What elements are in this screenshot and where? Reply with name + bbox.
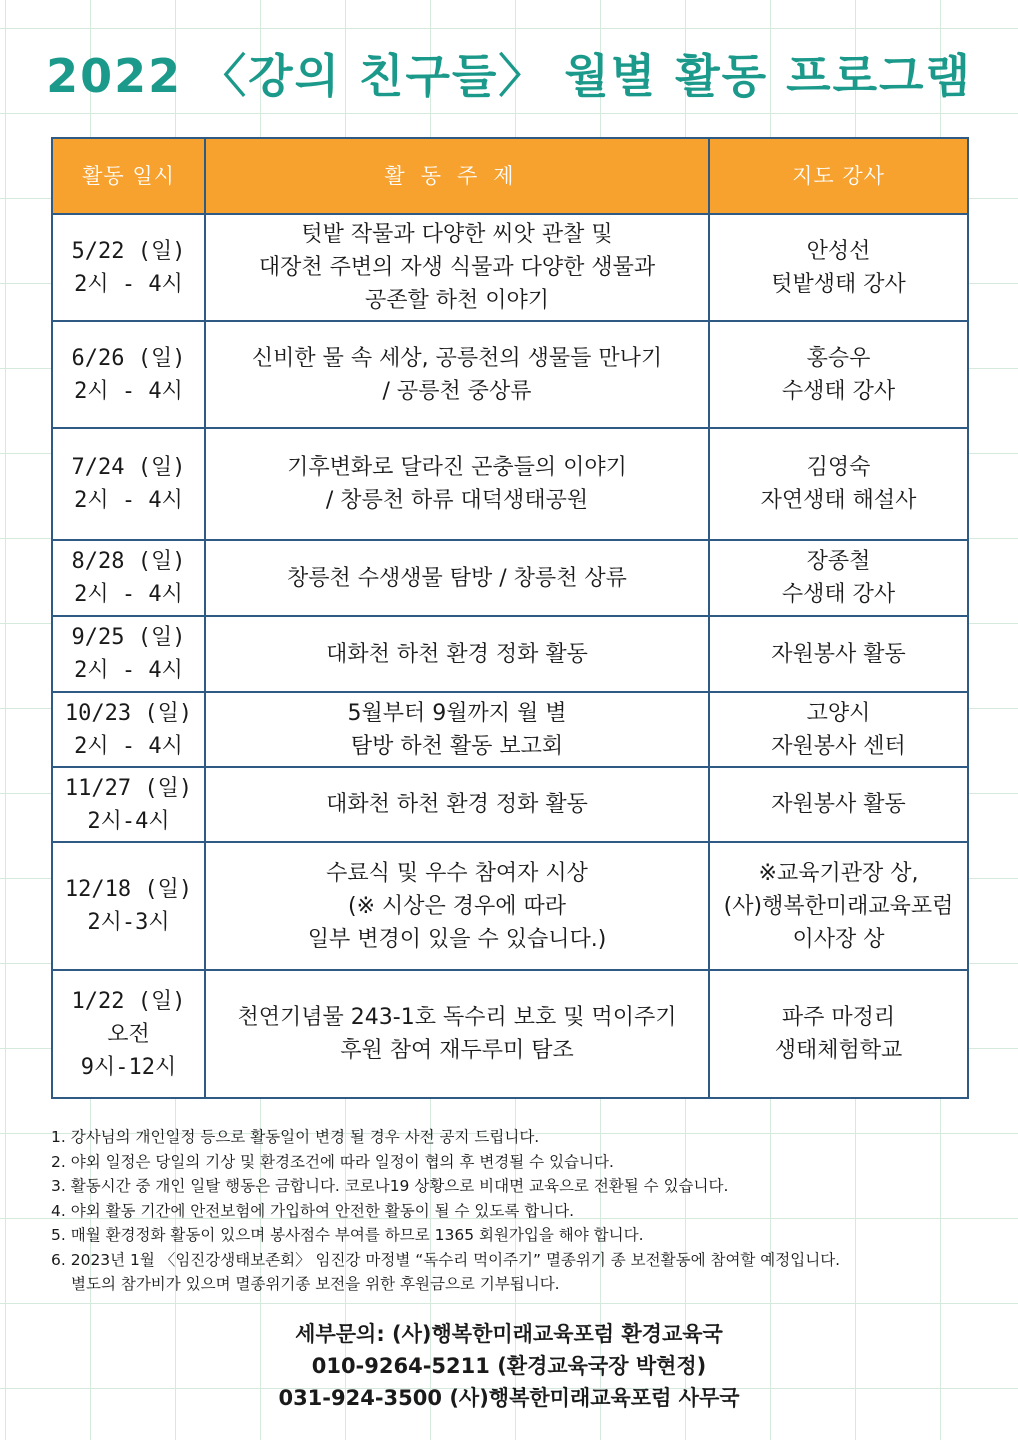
instructor-cell: 김영숙 자연생태 해설사 <box>709 428 968 540</box>
table-row <box>52 842 968 970</box>
table-row <box>52 428 968 540</box>
date-cell: 6/26 (일) 2시 - 4시 <box>52 321 205 428</box>
topic-cell: 신비한 물 속 세상, 공릉천의 생물들 만나기 / 공릉천 중상류 <box>205 321 709 428</box>
note-item: 4. 야외 활동 기간에 안전보험에 가입하여 안전한 활동이 될 수 있도록 합니다. <box>51 1201 575 1220</box>
header-topic: 활동주제 <box>205 138 709 214</box>
table-row <box>52 321 968 428</box>
instructor-cell: 자원봉사 활동 <box>709 767 968 842</box>
date-cell: 7/24 (일) 2시 - 4시 <box>52 428 205 540</box>
table-row <box>52 616 968 692</box>
table-row <box>52 214 968 321</box>
contact-line: 031-924-3500 (사)행복한미래교육포럼 사무국 <box>278 1386 740 1410</box>
note-item: 1. 강사님의 개인일정 등으로 활동일이 변경 될 경우 사전 공지 드립니다. <box>51 1128 540 1146</box>
contact-line: 세부문의: (사)행복한미래교육포럼 환경교육국 <box>295 1322 723 1346</box>
topic-cell: 텃밭 작물과 다양한 씨앗 관찰 및 대장천 주변의 자생 식물과 다양한 생물과 공존할 하천 이야기 <box>205 214 709 321</box>
table-row <box>52 692 968 767</box>
note-item: 3. 활동시간 중 개인 일탈 행동은 금합니다. 코로나19 상황으로 비대면 교육으로 전환될 수 있습니다. <box>51 1177 729 1195</box>
topic-cell: 천연기념물 243-1호 독수리 보호 및 먹이주기 후원 참여 재두루미 탐조 <box>205 970 709 1098</box>
topic-cell: 수료식 및 우수 참여자 시상 (※ 시상은 경우에 따라 일부 변경이 있을 수 있습니다.) <box>205 842 709 970</box>
contact-info <box>0 1318 1018 1414</box>
note-item: 5. 매월 환경정화 활동이 있으며 봉사점수 부여를 하므로 1365 회원가입을 해야 합니다. <box>51 1226 644 1244</box>
date-cell: 10/23 (일) 2시 - 4시 <box>52 692 205 767</box>
header-date: 활동 일시 <box>52 138 205 214</box>
date-cell: 9/25 (일) 2시 - 4시 <box>52 616 205 692</box>
header-instructor: 지도 강사 <box>709 138 968 214</box>
note-item: 별도의 참가비가 있으며 멸종위기종 보전을 위한 후원금으로 기부됩니다. <box>71 1275 560 1293</box>
table-row <box>52 970 968 1098</box>
instructor-cell: 고양시 자원봉사 센터 <box>709 692 968 767</box>
table-header-row <box>52 138 968 214</box>
page-title: 2022 〈강의 친구들〉 월별 활동 프로그램 <box>46 49 972 103</box>
date-cell: 8/28 (일) 2시 - 4시 <box>52 540 205 616</box>
table-row <box>52 540 968 616</box>
date-cell: 12/18 (일) 2시-3시 <box>52 842 205 970</box>
instructor-cell: 장종철 수생태 강사 <box>709 540 968 616</box>
instructor-cell: 홍승우 수생태 강사 <box>709 321 968 428</box>
schedule-table <box>51 137 969 1099</box>
topic-cell: 대화천 하천 환경 정화 활동 <box>205 767 709 842</box>
contact-line: 010-9264-5211 (환경교육국장 박현정) <box>311 1354 707 1378</box>
date-cell: 1/22 (일) 오전 9시-12시 <box>52 970 205 1098</box>
note-item: 6. 2023년 1월 〈임진강생태보존회〉 임진강 마정별 “독수리 먹이주기” 멸종위기 종 보전활동에 참여할 예정입니다. <box>51 1250 841 1269</box>
instructor-cell: 안성선 텃밭생태 강사 <box>709 214 968 321</box>
topic-cell: 대화천 하천 환경 정화 활동 <box>205 616 709 692</box>
date-cell: 11/27 (일) 2시-4시 <box>52 767 205 842</box>
instructor-cell: 자원봉사 활동 <box>709 616 968 692</box>
table-row <box>52 767 968 842</box>
topic-cell: 창릉천 수생생물 탐방 / 창릉천 상류 <box>205 540 709 616</box>
instructor-cell: ※교육기관장 상, (사)행복한미래교육포럼 이사장 상 <box>709 842 968 970</box>
notes-list <box>51 1125 991 1297</box>
topic-cell: 기후변화로 달라진 곤충들의 이야기 / 창릉천 하류 대덕생태공원 <box>205 428 709 540</box>
topic-cell: 5월부터 9월까지 월 별 탐방 하천 활동 보고회 <box>205 692 709 767</box>
date-cell: 5/22 (일) 2시 - 4시 <box>52 214 205 321</box>
instructor-cell: 파주 마정리 생태체험학교 <box>709 970 968 1098</box>
note-item: 2. 야외 일정은 당일의 기상 및 환경조건에 따라 일정이 협의 후 변경될 수 있습니다. <box>51 1152 614 1171</box>
